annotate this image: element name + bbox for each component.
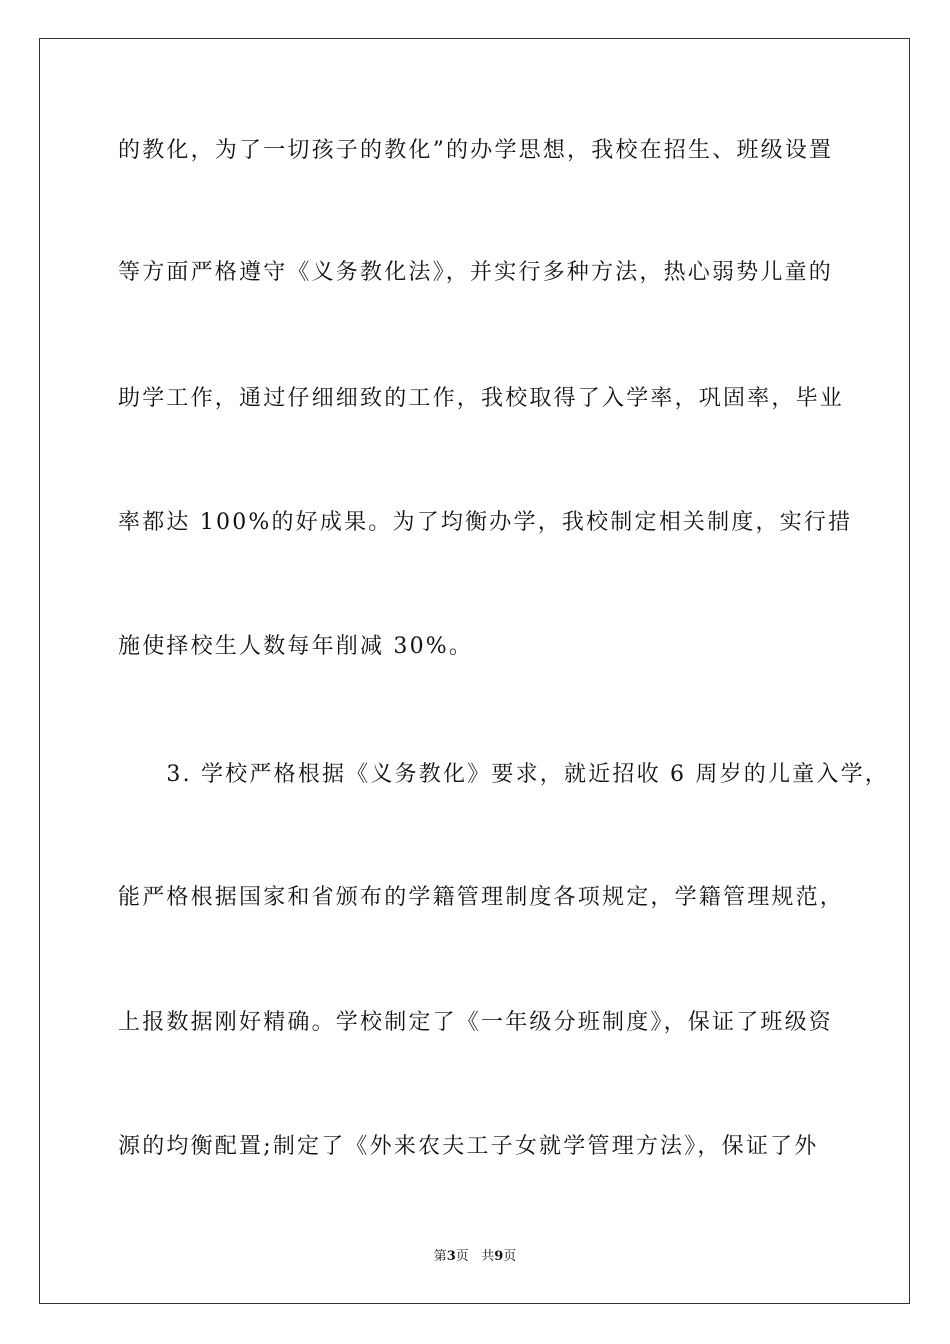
page-frame xyxy=(39,38,910,1304)
page-footer xyxy=(0,1248,950,1266)
body-line-3: 助学工作，通过仔细细致的工作，我校取得了入学率，巩固率，毕业 xyxy=(118,386,845,411)
body-line-2: 等方面严格遵守《义务教化法》，并实行多种方法，热心弱势儿童的 xyxy=(118,260,834,285)
body-line-5: 施使择校生人数每年削减 30%。 xyxy=(118,634,474,659)
body-line-6: 3. 学校严格根据《义务教化》要求，就近招收 6 周岁的儿童入学， xyxy=(118,762,889,787)
footer-page-total: 9 xyxy=(494,1249,504,1264)
footer-page-current: 3 xyxy=(446,1249,456,1264)
footer-page-prefix: 第 xyxy=(433,1249,447,1264)
footer-page-suffix: 页 xyxy=(455,1249,469,1264)
body-line-9: 源的均衡配置;制定了《外来农夫工子女就学管理方法》，保证了外 xyxy=(118,1134,819,1159)
body-line-8: 上报数据刚好精确。学校制定了《一年级分班制度》，保证了班级资 xyxy=(118,1010,834,1035)
footer-total-suffix: 页 xyxy=(503,1249,517,1264)
body-line-4: 率都达 100%的好成果。为了均衡办学，我校制定相关制度，实行措 xyxy=(118,510,853,535)
footer-total-prefix: 共 xyxy=(481,1249,495,1264)
body-line-7: 能严格根据国家和省颁布的学籍管理制度各项规定，学籍管理规范， xyxy=(118,885,845,910)
body-line-1: 的教化，为了一切孩子的教化”的办学思想，我校在招生、班级设置 xyxy=(118,138,834,163)
